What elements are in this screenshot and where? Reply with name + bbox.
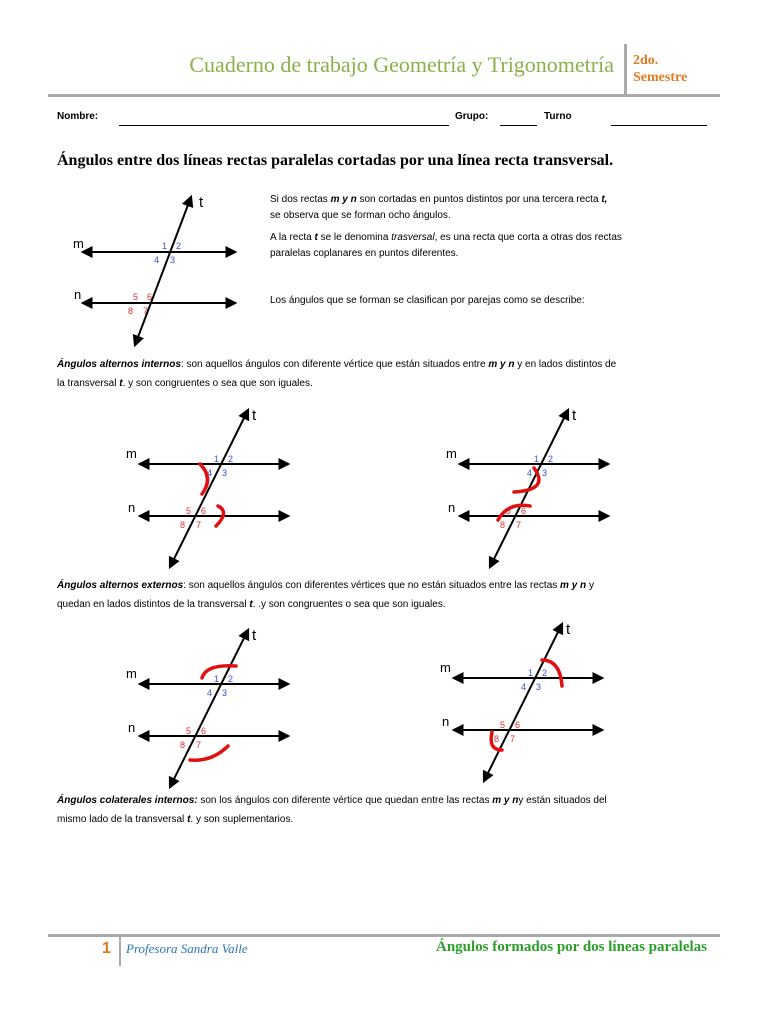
label-t: t bbox=[566, 621, 571, 638]
label-t: t bbox=[252, 627, 257, 644]
label-t: t bbox=[252, 407, 257, 424]
angle-7: 7 bbox=[196, 740, 202, 750]
label-n: n bbox=[128, 720, 136, 735]
angle-5: 5 bbox=[133, 292, 139, 302]
paragraph-mn: m y n bbox=[488, 359, 515, 370]
angle-diagram bbox=[118, 622, 308, 797]
angle-1: 1 bbox=[528, 668, 534, 678]
angle-diagram bbox=[118, 402, 308, 577]
paragraph-mn: m y n bbox=[492, 795, 519, 806]
angle-8: 8 bbox=[494, 734, 500, 744]
intro-t: t, bbox=[601, 194, 608, 205]
group-label: Grupo: bbox=[455, 111, 489, 122]
semester-line1: 2do. bbox=[633, 53, 659, 68]
angle-8: 8 bbox=[180, 520, 186, 530]
footer-author: Profesora Sandra Valle bbox=[126, 941, 248, 956]
paragraph-text: y están situados del bbox=[518, 795, 607, 806]
page-number: 1 bbox=[102, 940, 111, 957]
paragraph-text: la transversal bbox=[57, 378, 120, 389]
angle-8: 8 bbox=[128, 306, 134, 316]
intro-line-5: Los ángulos que se forman se clasifican por parejas como se describe: bbox=[270, 295, 585, 306]
group-field[interactable] bbox=[500, 125, 537, 126]
angle-2: 2 bbox=[548, 454, 554, 464]
paragraph-mn: m y n bbox=[560, 580, 587, 591]
angle-4: 4 bbox=[207, 468, 213, 478]
angle-1: 1 bbox=[534, 454, 540, 464]
angle-3: 3 bbox=[222, 468, 228, 478]
angle-1: 1 bbox=[162, 241, 168, 251]
diagram-alt-ext-b bbox=[432, 616, 622, 796]
intro-mn: m y n bbox=[330, 194, 357, 205]
name-label: Nombre: bbox=[57, 111, 99, 122]
intro-line-3 bbox=[270, 230, 622, 246]
label-n: n bbox=[74, 287, 82, 302]
angle-4: 4 bbox=[207, 688, 213, 698]
label-n: n bbox=[442, 714, 450, 729]
section-heading: Ángulos entre dos líneas rectas paralelas cortadas por una línea recta transversal. bbox=[57, 152, 614, 169]
header-rule bbox=[48, 94, 720, 97]
angle-2: 2 bbox=[542, 668, 548, 678]
intro-text: Si dos rectas bbox=[270, 194, 331, 205]
paragraph-t: t bbox=[187, 814, 191, 825]
paragraph-text: son los ángulos con diferente vértice que quedan entre las rectas bbox=[197, 795, 493, 806]
shift-field[interactable] bbox=[611, 125, 707, 126]
line-t bbox=[170, 630, 248, 787]
angle-2: 2 bbox=[228, 674, 234, 684]
alt-int-title: Ángulos alternos internos bbox=[57, 359, 181, 370]
angle-5: 5 bbox=[506, 506, 512, 516]
angle-4: 4 bbox=[521, 682, 527, 692]
diagram-alt-ext-a bbox=[118, 622, 308, 802]
label-m: m bbox=[446, 446, 457, 461]
intro-text: A la recta bbox=[270, 232, 315, 243]
paragraph-text: y bbox=[586, 580, 594, 591]
line-t bbox=[484, 624, 562, 781]
angle-5: 5 bbox=[186, 726, 192, 736]
angle-diagram bbox=[438, 402, 628, 577]
alt-ext-paragraph bbox=[57, 576, 717, 614]
intro-line-2: se observa que se forman ocho ángulos. bbox=[270, 210, 451, 221]
intro-text: son cortadas en puntos distintos por una tercera recta bbox=[356, 194, 602, 205]
paragraph-text: quedan en lados distintos de la transversal bbox=[57, 599, 250, 610]
angle-diagram bbox=[432, 616, 622, 791]
angle-8: 8 bbox=[500, 520, 506, 530]
header-divider bbox=[624, 44, 627, 96]
angle-1: 1 bbox=[214, 674, 220, 684]
angle-4: 4 bbox=[527, 468, 533, 478]
angle-6: 6 bbox=[515, 720, 521, 730]
angle-7: 7 bbox=[143, 306, 149, 316]
label-n: n bbox=[448, 500, 456, 515]
alt-int-paragraph bbox=[57, 355, 717, 393]
footer-topic: Ángulos formados por dos líneas paralelas bbox=[435, 939, 707, 955]
shift-label: Turno bbox=[544, 111, 572, 122]
col-int-title: Ángulos colaterales internos: bbox=[57, 795, 198, 806]
angle-3: 3 bbox=[542, 468, 548, 478]
angle-6: 6 bbox=[147, 292, 153, 302]
angle-3: 3 bbox=[536, 682, 542, 692]
angle-5: 5 bbox=[186, 506, 192, 516]
angle-8: 8 bbox=[180, 740, 186, 750]
angle-6: 6 bbox=[201, 506, 207, 516]
angle-5: 5 bbox=[500, 720, 506, 730]
alt-ext-title: Ángulos alternos externos bbox=[57, 580, 184, 591]
paragraph-text: : son aquellos ángulos con diferentes vértices que no están situados entre las rectas bbox=[183, 580, 561, 591]
angle-6: 6 bbox=[201, 726, 207, 736]
angle-7: 7 bbox=[510, 734, 516, 744]
label-n: n bbox=[128, 500, 136, 515]
paragraph-text: mismo lado de la transversal bbox=[57, 814, 188, 825]
intro-transversal: trasversal bbox=[391, 232, 435, 243]
paragraph-text: . y son congruentes o sea que son iguales. bbox=[122, 378, 313, 389]
footer-rule bbox=[48, 934, 720, 937]
semester-line2: Semestre bbox=[633, 70, 688, 85]
intro-line-1 bbox=[270, 192, 607, 208]
paragraph-text: . .y son congruentes o sea que son iguales. bbox=[252, 599, 446, 610]
col-int-paragraph bbox=[57, 791, 717, 829]
paragraph-text: . y son suplementarios. bbox=[190, 814, 294, 825]
line-t bbox=[135, 197, 191, 345]
diagram-alt-int-a bbox=[118, 402, 308, 582]
angle-7: 7 bbox=[196, 520, 202, 530]
paragraph-t: t bbox=[119, 378, 123, 389]
angle-3: 3 bbox=[170, 255, 176, 265]
intro-t: t bbox=[314, 232, 318, 243]
line-t bbox=[170, 410, 248, 567]
label-t: t bbox=[199, 194, 204, 211]
diagram-alt-int-b bbox=[438, 402, 628, 582]
intro-line-4: paralelas coplanares en puntos diferentes. bbox=[270, 248, 459, 259]
semester-label bbox=[633, 52, 687, 86]
angle-7: 7 bbox=[516, 520, 522, 530]
angle-3: 3 bbox=[222, 688, 228, 698]
intro-text: se le denomina bbox=[317, 232, 392, 243]
angle-2: 2 bbox=[228, 454, 234, 464]
paragraph-t: t bbox=[249, 599, 253, 610]
label-m: m bbox=[126, 666, 137, 681]
intro-text: , es una recta que corta a otras dos rectas bbox=[434, 232, 622, 243]
angle-4: 4 bbox=[154, 255, 160, 265]
label-t: t bbox=[572, 407, 577, 424]
label-m: m bbox=[126, 446, 137, 461]
angle-2: 2 bbox=[176, 241, 182, 251]
intro-diagram bbox=[55, 185, 255, 355]
label-m: m bbox=[440, 660, 451, 675]
angle-6: 6 bbox=[521, 506, 527, 516]
name-field[interactable] bbox=[119, 125, 449, 126]
paragraph-text: : son aquellos ángulos con diferente vértice que están situados entre bbox=[180, 359, 489, 370]
angle-1: 1 bbox=[214, 454, 220, 464]
document-title: Cuaderno de trabajo Geometría y Trigonometría bbox=[189, 52, 614, 77]
label-m: m bbox=[73, 236, 84, 251]
paragraph-text: y en lados distintos de bbox=[514, 359, 617, 370]
